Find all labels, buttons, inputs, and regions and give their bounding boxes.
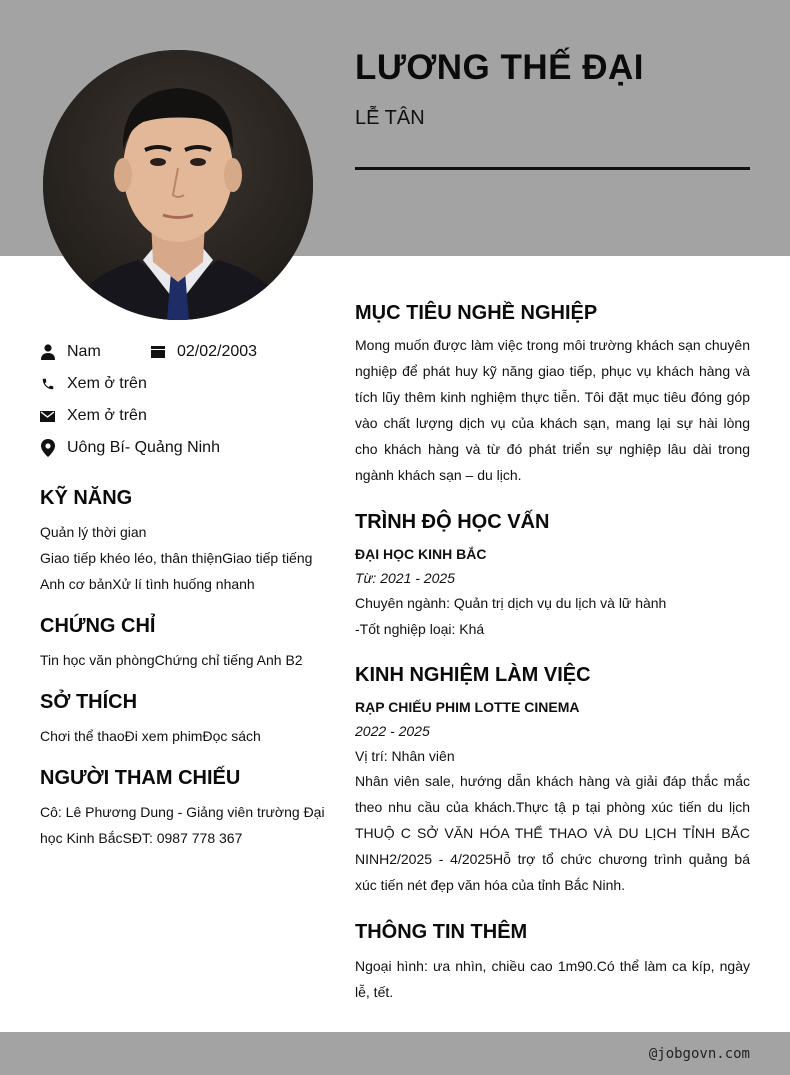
objective-text: Mong muốn được làm việc trong môi trường khách sạn chuyên nghiệp để phát huy kỹ năng giao tiếp, phục vụ khách hàng và tích lũy thêm kinh nghiệm thực tiễn. Tôi đặt mục tiêu đóng góp vào chất lượng dịch vụ của khách sạn, mang lại sự hài lòng cho khách hàng và từ đó phát triển sự nghiệp lâu dài trong ngành khách sạn – du lịch.	[355, 337, 750, 483]
phone-row	[40, 375, 147, 393]
experience-period: 2022 - 2025	[355, 723, 430, 739]
address-value: Uông Bí- Quảng Ninh	[67, 439, 220, 456]
phone-value: Xem ở trên	[67, 375, 147, 392]
profile-photo	[43, 50, 313, 320]
additional-text: Ngoại hình: ưa nhìn, chiều cao 1m90.Có thể làm ca kíp, ngày lễ, tết.	[355, 958, 750, 1000]
birthdate-row	[150, 343, 257, 361]
candidate-name: LƯƠNG THẾ ĐẠI	[355, 48, 644, 87]
calendar-icon	[150, 344, 165, 360]
skill-item: Anh cơ bảnXử lí tình huống nhanh	[40, 576, 255, 592]
reference-line: học Kinh BắcSĐT: 0987 778 367	[40, 830, 243, 846]
gender-row	[40, 343, 101, 361]
hobbies-heading: SỞ THÍCH	[40, 691, 138, 713]
footer-band	[0, 1032, 790, 1075]
objective-heading: MỤC TIÊU NGHỀ NGHIỆP	[355, 302, 598, 324]
reference-line: Cô: Lê Phương Dung - Giảng viên trường Đại	[40, 804, 325, 820]
gender-value: Nam	[67, 343, 101, 360]
skills-heading: KỸ NĂNG	[40, 487, 133, 509]
hobbies-text: Chơi thể thaoĐi xem phimĐọc sách	[40, 728, 261, 744]
job-title: LỄ TÂN	[355, 107, 425, 129]
education-major: Chuyên ngành: Quản trị dịch vụ du lịch và lữ hành	[355, 595, 667, 611]
certificates-heading: CHỨNG CHỈ	[40, 615, 156, 637]
email-row	[40, 407, 147, 425]
certificates-text: Tin học văn phòngChứng chỉ tiếng Anh B2	[40, 652, 303, 668]
person-icon	[40, 344, 55, 360]
address-row	[40, 439, 220, 457]
education-period: Từ: 2021 - 2025	[355, 570, 455, 586]
skill-item: Quản lý thời gian	[40, 524, 147, 540]
school-name: ĐẠI HỌC KINH BẮC	[355, 546, 487, 562]
phone-icon	[40, 376, 55, 392]
company-name: RẠP CHIẾU PHIM LOTTE CINEMA	[355, 699, 580, 715]
skill-item: Giao tiếp khéo léo, thân thiệnGiao tiếp tiếng	[40, 550, 313, 566]
education-grade: -Tốt nghiệp loại: Khá	[355, 621, 485, 637]
experience-description: Nhân viên sale, hướng dẫn khách hàng và giải đáp thắc mắc theo nhu cầu của khách.Thực tậ p tại phòng xúc tiến du lịch THUỘ C SỞ VĂN HÓA THỂ THAO VÀ DU LỊCH TỈNH BẮC NINH2/2025 - 4/2025Hỗ trợ tổ chức chương trình quảng bá xúc tiến nét đẹp văn hóa của tỉnh Bắc Ninh.	[355, 773, 750, 893]
references-text	[40, 799, 325, 851]
location-icon	[40, 440, 55, 456]
education-heading: TRÌNH ĐỘ HỌC VẤN	[355, 511, 550, 533]
header-divider	[355, 167, 750, 170]
mail-icon	[40, 408, 55, 424]
footer-watermark: @jobgovn.com	[648, 1046, 750, 1062]
email-value: Xem ở trên	[67, 407, 147, 424]
skills-list	[40, 519, 325, 597]
additional-heading: THÔNG TIN THÊM	[355, 921, 528, 943]
experience-position: Vị trí: Nhân viên	[355, 748, 455, 764]
experience-heading: KINH NGHIỆM LÀM VIỆC	[355, 664, 591, 686]
birthdate-value: 02/02/2003	[177, 343, 258, 360]
references-heading: NGƯỜI THAM CHIẾU	[40, 767, 241, 789]
